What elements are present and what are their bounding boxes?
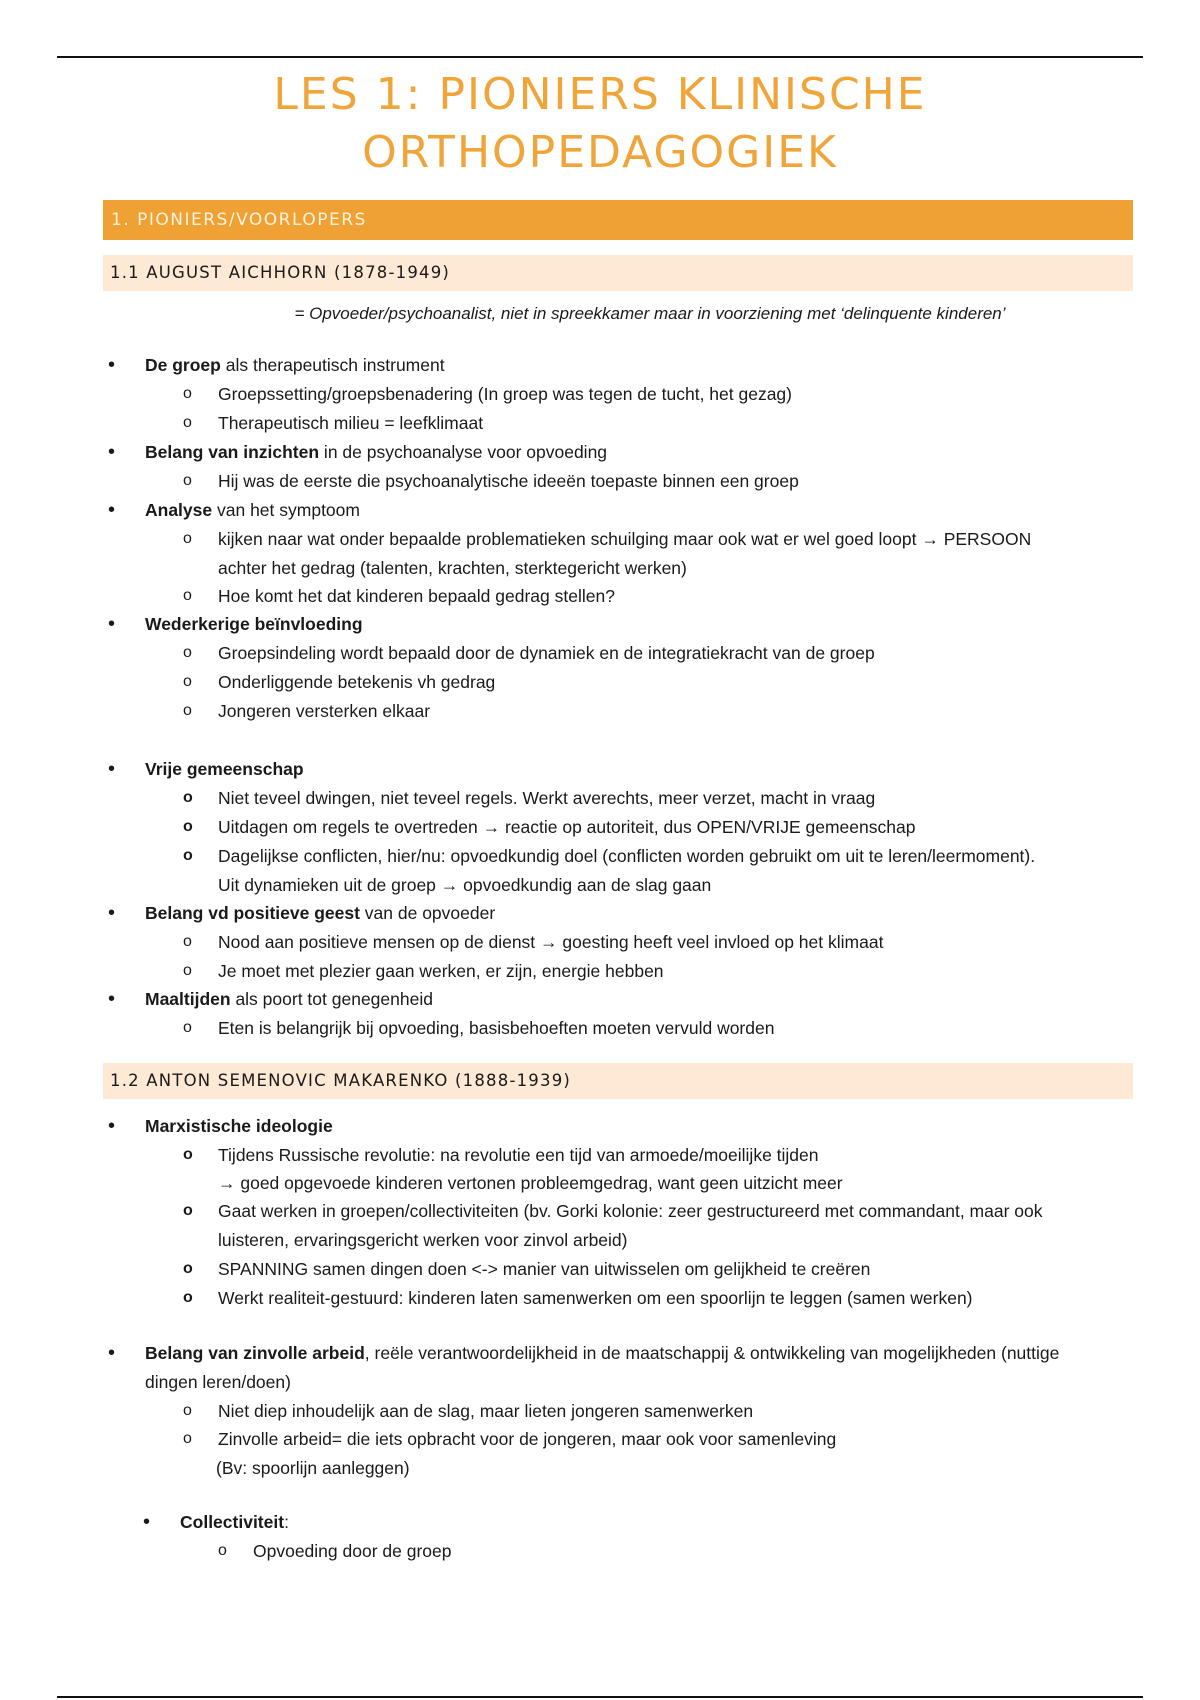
- bullet-marker: •: [143, 1511, 151, 1533]
- bullet-marker: •: [108, 499, 116, 521]
- item-bold: Belang vd positieve geest: [145, 903, 360, 923]
- list-item: [145, 902, 495, 924]
- sub-marker: o: [183, 1430, 192, 1447]
- bullet-marker: •: [108, 1115, 116, 1137]
- bullet-marker: •: [108, 613, 116, 635]
- list-item: [145, 1115, 333, 1137]
- sub-marker: o: [183, 933, 192, 950]
- sub-item: Groepssetting/groepsbenadering (In groep was tegen de tucht, het gezag): [218, 384, 792, 404]
- item-bold: Maaltijden: [145, 989, 231, 1009]
- item-text: van het symptoom: [212, 500, 360, 520]
- list-item: [145, 354, 445, 376]
- sub-marker: o: [218, 1542, 227, 1559]
- item-bold: Analyse: [145, 500, 213, 520]
- sub-item: Hoe komt het dat kinderen bepaald gedrag stellen?: [218, 586, 615, 606]
- item-text: , reële verantwoordelijkheid in de maatschappij & ontwikkeling van mogelijkheden (nuttige: [364, 1343, 1060, 1363]
- item-bold: Wederkerige beïnvloeding: [145, 614, 363, 634]
- page-title: [0, 66, 1200, 182]
- sub-marker: o: [183, 385, 192, 402]
- sub-item: SPANNING samen dingen doen <-> manier van uitwisselen om gelijkheid te creëren: [218, 1259, 871, 1279]
- sub-marker: o: [183, 644, 192, 661]
- sub-item: Eten is belangrijk bij opvoeding, basisbehoeften moeten vervuld worden: [218, 1018, 775, 1038]
- list-item: [145, 1342, 1059, 1364]
- sub-marker: o: [183, 1289, 193, 1306]
- sub-marker: o: [183, 1260, 193, 1277]
- sub-marker: o: [183, 789, 193, 806]
- list-item: [145, 758, 304, 780]
- bullet-marker: •: [108, 441, 116, 463]
- sub-item-continued: (Bv: spoorlijn aanleggen): [216, 1458, 410, 1478]
- sub-item: Je moet met plezier gaan werken, er zijn, energie hebben: [218, 961, 664, 981]
- item-text: in de psychoanalyse voor opvoeding: [319, 442, 608, 462]
- sub-item: Nood aan positieve mensen op de dienst → goesting heeft veel invloed op het klimaat: [218, 932, 884, 952]
- item-bold: Collectiviteit: [180, 1512, 285, 1532]
- title-line-1: LES 1: PIONIERS KLINISCHE: [273, 69, 927, 120]
- list-item: [145, 441, 607, 463]
- sub-marker: o: [183, 530, 192, 547]
- item-bold: Belang van inzichten: [145, 442, 320, 462]
- bullet-marker: •: [108, 1342, 116, 1364]
- sub-marker: o: [183, 587, 192, 604]
- subsection-heading-makarenko: 1.2 ANTON SEMENOVIC MAKARENKO (1888-1939): [103, 1063, 1133, 1099]
- sub-marker: o: [183, 673, 192, 690]
- sub-item: Therapeutisch milieu = leefklimaat: [218, 413, 484, 433]
- bottom-rule: [57, 1696, 1143, 1698]
- bullet-marker: •: [108, 354, 116, 376]
- sub-marker: o: [183, 1202, 193, 1219]
- sub-marker: o: [183, 818, 193, 835]
- sub-item: Dagelijkse conflicten, hier/nu: opvoedkundig doel (conflicten worden gebruikt om uit te leren/leermoment).: [218, 846, 1036, 866]
- sub-marker: o: [183, 847, 193, 864]
- sub-item-continued: → goed opgevoede kinderen vertonen probleemgedrag, want geen uitzicht meer: [218, 1173, 843, 1193]
- item-text: als poort tot genegenheid: [230, 989, 433, 1009]
- sub-item: Jongeren versterken elkaar: [218, 701, 431, 721]
- sub-item: kijken naar wat onder bepaalde problematieken schuilging maar ook wat er wel goed loopt → PERSOON: [218, 529, 1032, 549]
- item-bold: Marxistische ideologie: [145, 1116, 333, 1136]
- top-rule: [57, 56, 1143, 58]
- list-item: [145, 988, 433, 1010]
- item-text: als therapeutisch instrument: [220, 355, 445, 375]
- sub-marker: o: [183, 702, 192, 719]
- sub-item: Uitdagen om regels te overtreden → reactie op autoriteit, dus OPEN/VRIJE gemeenschap: [218, 817, 916, 837]
- list-item-continued: dingen leren/doen): [145, 1372, 291, 1392]
- item-text: :: [284, 1512, 289, 1532]
- sub-item: Tijdens Russische revolutie: na revolutie een tijd van armoede/moeilijke tijden: [218, 1145, 819, 1165]
- subsection-heading-aichhorn: 1.1 AUGUST AICHHORN (1878-1949): [103, 255, 1133, 291]
- sub-marker: o: [183, 962, 192, 979]
- bullet-marker: •: [108, 758, 116, 780]
- bullet-marker: •: [108, 902, 116, 924]
- sub-item: Opvoeding door de groep: [253, 1541, 452, 1561]
- sub-item: Niet diep inhoudelijk aan de slag, maar lieten jongeren samenwerken: [218, 1401, 754, 1421]
- list-item: [180, 1511, 289, 1533]
- aichhorn-intro: = Opvoeder/psychoanalist, niet in spreekkamer maar in voorziening met ‘delinquente kinderen’: [294, 304, 1006, 323]
- bullet-marker: •: [108, 988, 116, 1010]
- sub-item: Zinvolle arbeid= die iets opbracht voor de jongeren, maar ook voor samenleving: [218, 1429, 837, 1449]
- sub-item: Hij was de eerste die psychoanalytische ideeën toepaste binnen een groep: [218, 471, 799, 491]
- sub-marker: o: [183, 472, 192, 489]
- sub-marker: o: [183, 1146, 193, 1163]
- item-bold: Belang van zinvolle arbeid: [145, 1343, 365, 1363]
- sub-marker: o: [183, 1019, 192, 1036]
- list-item: [145, 613, 363, 635]
- item-text: van de opvoeder: [359, 903, 496, 923]
- sub-item: Onderliggende betekenis vh gedrag: [218, 672, 496, 692]
- sub-item-continued: Uit dynamieken uit de groep → opvoedkundig aan de slag gaan: [218, 875, 712, 895]
- sub-marker: o: [183, 1402, 192, 1419]
- sub-item-continued: luisteren, ervaringsgericht werken voor zinvol arbeid): [218, 1230, 628, 1250]
- sub-item: Gaat werken in groepen/collectiviteiten (bv. Gorki kolonie: zeer gestructureerd met commandant, maar ook: [218, 1201, 1043, 1221]
- sub-item: Niet teveel dwingen, niet teveel regels. Werkt averechts, meer verzet, macht in vraag: [218, 788, 876, 808]
- list-item: [145, 499, 360, 521]
- sub-item-continued: achter het gedrag (talenten, krachten, sterktegericht werken): [218, 558, 687, 578]
- title-line-2: ORTHOPEDAGOGIEK: [362, 127, 838, 178]
- item-bold: Vrije gemeenschap: [145, 759, 304, 779]
- sub-marker: o: [183, 414, 192, 431]
- section-heading-1: 1. PIONIERS/VOORLOPERS: [103, 200, 1133, 240]
- sub-item: Werkt realiteit-gestuurd: kinderen laten samenwerken om een spoorlijn te leggen (samen werken): [218, 1288, 973, 1308]
- item-bold: De groep: [145, 355, 221, 375]
- sub-item: Groepsindeling wordt bepaald door de dynamiek en de integratiekracht van de groep: [218, 643, 875, 663]
